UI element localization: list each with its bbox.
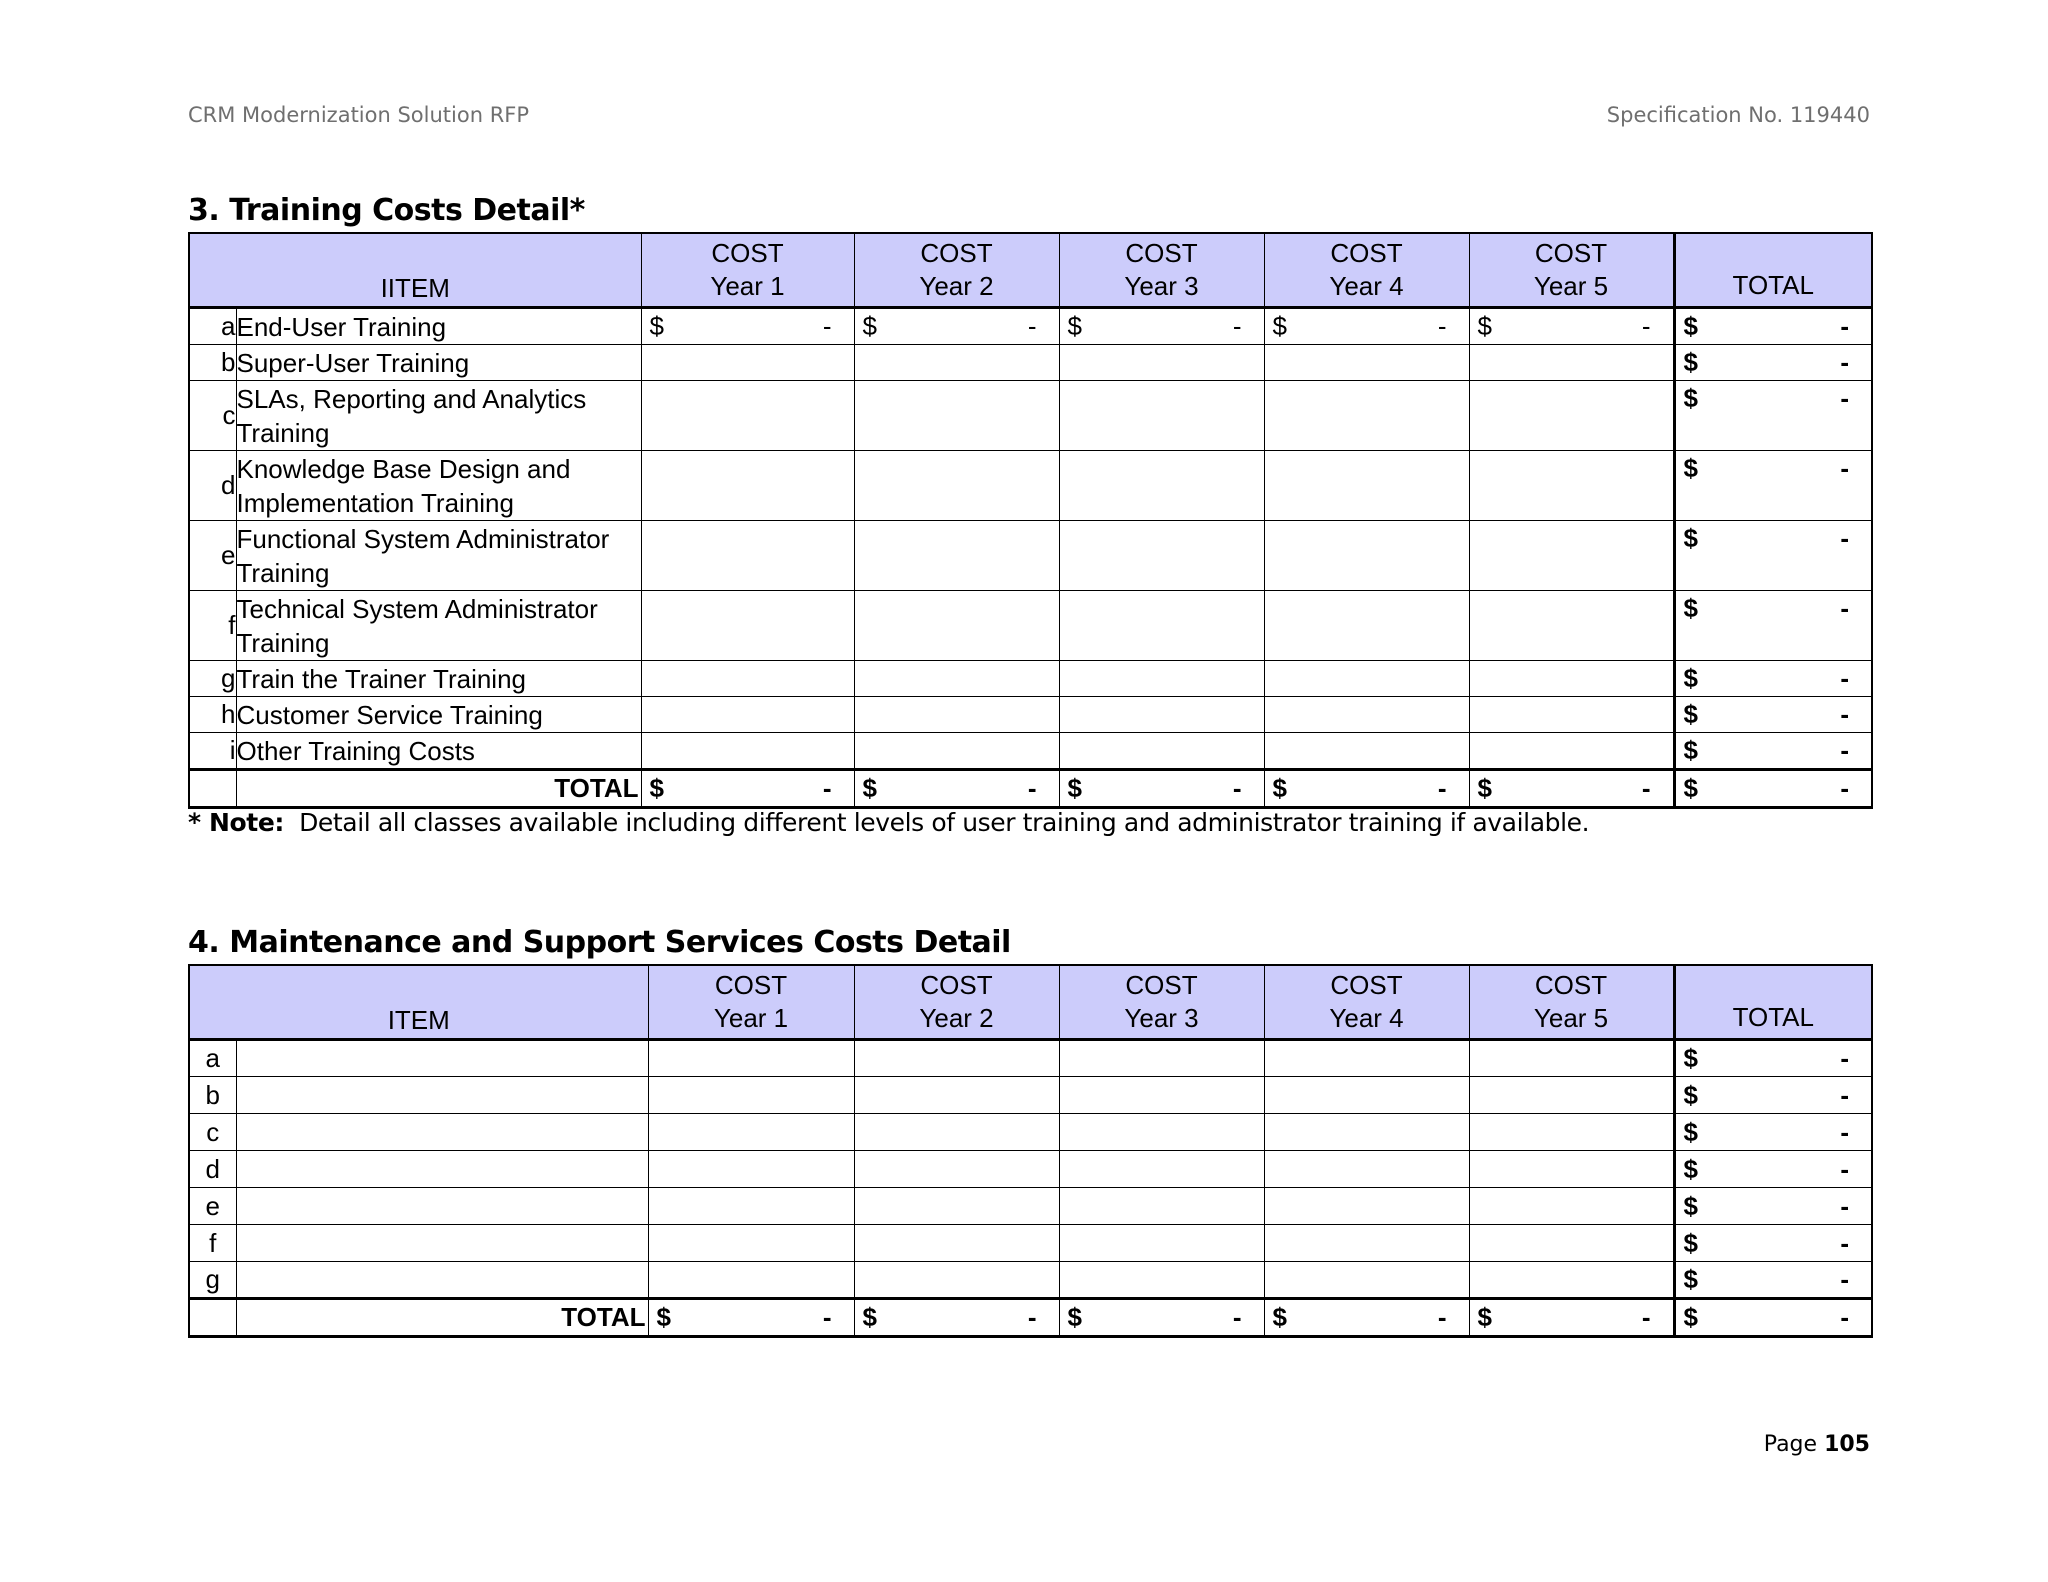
currency-symbol: $: [1272, 1302, 1287, 1332]
cost-cell-year-2[interactable]: [854, 697, 1059, 733]
page-number: [1764, 1432, 1870, 1457]
cost-label: COST: [920, 238, 993, 268]
amount-dash: -: [1840, 1190, 1850, 1221]
amount-dash: -: [1437, 1302, 1447, 1332]
currency-symbol: $: [649, 311, 664, 341]
currency-symbol: $: [1683, 663, 1698, 693]
cost-cell-year-5[interactable]: [1469, 1188, 1674, 1225]
table-total-row: [189, 770, 1872, 808]
table-row: [189, 1151, 1872, 1188]
cost-cell-year-4[interactable]: [1264, 733, 1469, 770]
row-item: SLAs, Reporting and Analytics Training: [236, 381, 641, 451]
row-letter: b: [189, 345, 236, 381]
amount-dash: -: [1840, 1079, 1850, 1110]
cost-cell-year-2[interactable]: [854, 1040, 1059, 1077]
row-letter: h: [189, 697, 236, 733]
amount-dash: -: [1641, 1302, 1651, 1332]
cost-cell-year-3[interactable]: [1059, 381, 1264, 451]
total-cell-year-5: [1469, 770, 1674, 808]
table-row: [189, 1040, 1872, 1077]
table-total-row: [189, 1299, 1872, 1337]
table-row: [189, 661, 1872, 697]
amount-dash: -: [1840, 593, 1849, 623]
cost-cell-year-5[interactable]: [1469, 733, 1674, 770]
cost-cell-year-5[interactable]: [1469, 308, 1674, 345]
amount-dash: -: [1840, 383, 1849, 413]
cost-cell-year-1[interactable]: [641, 661, 854, 697]
cost-cell-year-2[interactable]: [854, 733, 1059, 770]
cost-cell-year-2[interactable]: [854, 308, 1059, 345]
cost-cell-year-5[interactable]: [1469, 1077, 1674, 1114]
year-label: Year 2: [919, 1003, 994, 1033]
document-header-right: Specification No. 119440: [1606, 103, 1870, 127]
currency-symbol: $: [1067, 773, 1082, 803]
row-letter: i: [189, 733, 236, 770]
cost-cell-year-3[interactable]: [1059, 451, 1264, 521]
amount-dash: -: [1840, 347, 1849, 377]
cost-cell-year-2[interactable]: [854, 1151, 1059, 1188]
cost-label: COST: [1125, 238, 1198, 268]
row-item: Other Training Costs: [236, 733, 641, 770]
cost-cell-year-1[interactable]: [641, 308, 854, 345]
currency-symbol: $: [1683, 1153, 1698, 1184]
table-row: [189, 451, 1872, 521]
row-total-cell: [1674, 1151, 1872, 1188]
amount-dash: -: [1840, 1264, 1850, 1294]
cost-cell-year-5[interactable]: [1469, 1040, 1674, 1077]
cost-label: COST: [714, 970, 788, 1000]
row-total-cell: [1674, 521, 1872, 591]
cost-cell-year-5[interactable]: [1469, 1262, 1674, 1299]
row-total-cell: [1674, 1040, 1872, 1077]
amount-dash: -: [1840, 523, 1849, 553]
total-label: TOTAL: [236, 770, 641, 808]
row-item[interactable]: [236, 1114, 648, 1151]
cost-cell-year-3[interactable]: [1059, 1114, 1264, 1151]
cost-label: COST: [1330, 970, 1403, 1000]
note-text: Detail all classes available including different levels of user training and administrator training if available.: [299, 808, 1590, 837]
amount-dash: -: [1840, 1116, 1850, 1147]
year-label: Year 1: [713, 1003, 789, 1033]
year-2-column-header: [854, 965, 1059, 1040]
note-label: * Note:: [188, 808, 284, 837]
cost-cell-year-1[interactable]: [641, 521, 854, 591]
amount-dash: -: [1840, 311, 1849, 341]
year-3-column-header: [1059, 965, 1264, 1040]
table-header-row: [189, 965, 1872, 1040]
row-item[interactable]: [236, 1225, 648, 1262]
total-cell-year-3: [1059, 1299, 1264, 1337]
total-cell-year-2: [854, 770, 1059, 808]
cost-cell-year-1[interactable]: [641, 345, 854, 381]
row-letter: a: [189, 308, 236, 345]
cost-cell-year-5[interactable]: [1469, 661, 1674, 697]
table-row: [189, 308, 1872, 345]
row-total-cell: [1674, 308, 1872, 345]
amount-dash: -: [1232, 311, 1242, 341]
currency-symbol: $: [1683, 773, 1698, 803]
year-label: Year 4: [1329, 1003, 1404, 1033]
table-row: [189, 1114, 1872, 1151]
cost-cell-year-4[interactable]: [1264, 661, 1469, 697]
currency-symbol: $: [1683, 347, 1698, 377]
cost-cell-year-1[interactable]: [648, 1262, 854, 1299]
amount-dash: -: [1437, 311, 1447, 341]
row-total-cell: [1674, 697, 1872, 733]
cost-cell-year-4[interactable]: [1264, 345, 1469, 381]
cost-cell-year-3[interactable]: [1059, 1151, 1264, 1188]
row-item: Super-User Training: [236, 345, 641, 381]
year-3-column-header: [1059, 233, 1264, 308]
currency-symbol: $: [1683, 1043, 1698, 1073]
amount-dash: -: [1840, 1153, 1850, 1184]
training-costs-table: [188, 232, 1873, 809]
currency-symbol: $: [1272, 311, 1287, 341]
table-row: [189, 1077, 1872, 1114]
amount-dash: -: [822, 773, 832, 803]
cost-cell-year-4[interactable]: [1264, 1077, 1469, 1114]
cost-cell-year-4[interactable]: [1264, 697, 1469, 733]
cost-cell-year-4[interactable]: [1264, 308, 1469, 345]
row-item[interactable]: [236, 1077, 648, 1114]
table-row: [189, 345, 1872, 381]
amount-dash: -: [822, 311, 832, 341]
cost-cell-year-1[interactable]: [648, 1114, 854, 1151]
cost-cell-year-5[interactable]: [1469, 451, 1674, 521]
cost-cell-year-2[interactable]: [854, 451, 1059, 521]
cost-label: COST: [1330, 238, 1403, 268]
table-row: [189, 733, 1872, 770]
year-label: Year 5: [1533, 1003, 1609, 1033]
cost-cell-year-3[interactable]: [1059, 1040, 1264, 1077]
amount-dash: -: [1641, 311, 1651, 341]
total-cell-year-1: [648, 1299, 854, 1337]
row-total-cell: [1674, 345, 1872, 381]
amount-dash: -: [1840, 1227, 1850, 1258]
cost-label: COST: [711, 238, 784, 268]
currency-symbol: $: [1683, 1079, 1698, 1110]
cost-label: COST: [1534, 238, 1608, 268]
amount-dash: -: [1641, 773, 1651, 803]
currency-symbol: $: [1683, 311, 1698, 341]
cost-cell-year-5[interactable]: [1469, 1114, 1674, 1151]
currency-symbol: $: [1683, 735, 1698, 765]
amount-dash: -: [1840, 699, 1849, 729]
cost-label: COST: [1534, 970, 1608, 1000]
year-label: Year 5: [1533, 271, 1609, 301]
row-total-cell: [1674, 591, 1872, 661]
year-label: Year 3: [1124, 271, 1199, 301]
total-cell-year-1: [641, 770, 854, 808]
currency-symbol: $: [862, 773, 877, 803]
currency-symbol: $: [1683, 1264, 1698, 1294]
cost-cell-year-3[interactable]: [1059, 1262, 1264, 1299]
cost-cell-year-1[interactable]: [648, 1077, 854, 1114]
cost-cell-year-4[interactable]: [1264, 1151, 1469, 1188]
currency-symbol: $: [649, 773, 664, 803]
row-item[interactable]: [236, 1040, 648, 1077]
cost-cell-year-5[interactable]: [1469, 345, 1674, 381]
cost-cell-year-1[interactable]: [648, 1188, 854, 1225]
cost-cell-year-4[interactable]: [1264, 1225, 1469, 1262]
table-row: [189, 1225, 1872, 1262]
row-letter: d: [189, 451, 236, 521]
amount-dash: -: [1232, 1302, 1242, 1332]
cost-cell-year-4[interactable]: [1264, 381, 1469, 451]
cost-cell-year-1[interactable]: [641, 451, 854, 521]
document-header-left: CRM Modernization Solution RFP: [188, 103, 530, 127]
row-total-cell: [1674, 1114, 1872, 1151]
row-item: Train the Trainer Training: [236, 661, 641, 697]
total-cell-year-2: [854, 1299, 1059, 1337]
cost-cell-year-5[interactable]: [1469, 521, 1674, 591]
row-letter: e: [189, 521, 236, 591]
cost-cell-year-1[interactable]: [648, 1151, 854, 1188]
amount-dash: -: [1840, 1043, 1850, 1073]
row-item[interactable]: [236, 1262, 648, 1299]
total-row-spacer: [189, 770, 236, 808]
row-item[interactable]: [236, 1151, 648, 1188]
cost-cell-year-5[interactable]: [1469, 381, 1674, 451]
year-4-column-header: [1264, 965, 1469, 1040]
cost-cell-year-1[interactable]: [641, 591, 854, 661]
row-total-cell: [1674, 1188, 1872, 1225]
cost-cell-year-4[interactable]: [1264, 521, 1469, 591]
item-column-header: IITEM: [189, 233, 641, 308]
amount-dash: -: [1840, 453, 1849, 483]
amount-dash: -: [1840, 773, 1849, 803]
cost-cell-year-2[interactable]: [854, 1114, 1059, 1151]
cost-cell-year-2[interactable]: [854, 345, 1059, 381]
amount-dash: -: [1437, 773, 1447, 803]
cost-label: COST: [1125, 970, 1198, 1000]
table-row: [189, 1188, 1872, 1225]
table-row: [189, 381, 1872, 451]
cost-cell-year-3[interactable]: [1059, 521, 1264, 591]
year-5-column-header: [1469, 965, 1674, 1040]
amount-dash: -: [1840, 735, 1849, 765]
page-number-value: 105: [1824, 1432, 1870, 1457]
cost-cell-year-3[interactable]: [1059, 1188, 1264, 1225]
cost-cell-year-2[interactable]: [854, 1225, 1059, 1262]
cost-cell-year-3[interactable]: [1059, 1225, 1264, 1262]
currency-symbol: $: [1683, 1116, 1698, 1147]
currency-symbol: $: [1067, 311, 1082, 341]
year-label: Year 2: [919, 271, 994, 301]
currency-symbol: $: [1683, 1227, 1698, 1258]
year-label: Year 1: [710, 271, 785, 301]
cost-cell-year-5[interactable]: [1469, 591, 1674, 661]
cost-cell-year-5[interactable]: [1469, 1225, 1674, 1262]
cost-cell-year-2[interactable]: [854, 1188, 1059, 1225]
currency-symbol: $: [656, 1302, 671, 1332]
year-label: Year 3: [1124, 1003, 1199, 1033]
currency-symbol: $: [1683, 1302, 1698, 1332]
row-total-cell: [1674, 1225, 1872, 1262]
year-5-column-header: [1469, 233, 1674, 308]
currency-symbol: $: [1683, 383, 1698, 413]
currency-symbol: $: [1477, 1302, 1492, 1332]
total-column-header: TOTAL: [1674, 965, 1872, 1040]
cost-cell-year-4[interactable]: [1264, 451, 1469, 521]
maintenance-costs-table: [188, 964, 1873, 1338]
year-label: Year 4: [1329, 271, 1404, 301]
cost-cell-year-2[interactable]: [854, 1077, 1059, 1114]
cost-label: COST: [920, 970, 993, 1000]
cost-cell-year-4[interactable]: [1264, 1262, 1469, 1299]
row-total-cell: [1674, 451, 1872, 521]
row-total-cell: [1674, 661, 1872, 697]
row-total-cell: [1674, 1262, 1872, 1299]
row-total-cell: [1674, 733, 1872, 770]
cost-cell-year-3[interactable]: [1059, 308, 1264, 345]
row-letter: g: [189, 1262, 236, 1299]
cost-cell-year-2[interactable]: [854, 661, 1059, 697]
currency-symbol: $: [1272, 773, 1287, 803]
row-letter: c: [189, 381, 236, 451]
row-letter: f: [189, 591, 236, 661]
item-column-header: ITEM: [189, 965, 648, 1040]
total-cell-year-4: [1264, 1299, 1469, 1337]
cost-cell-year-2[interactable]: [854, 591, 1059, 661]
table-row: [189, 591, 1872, 661]
currency-symbol: $: [1683, 1190, 1698, 1221]
total-label: TOTAL: [236, 1299, 648, 1337]
row-letter: g: [189, 661, 236, 697]
cost-cell-year-4[interactable]: [1264, 1040, 1469, 1077]
total-column-header: TOTAL: [1674, 233, 1872, 308]
currency-symbol: $: [862, 1302, 877, 1332]
cost-cell-year-1[interactable]: [641, 697, 854, 733]
cost-cell-year-4[interactable]: [1264, 591, 1469, 661]
cost-cell-year-3[interactable]: [1059, 661, 1264, 697]
currency-symbol: $: [1683, 593, 1698, 623]
total-cell-year-5: [1469, 1299, 1674, 1337]
table-row: [189, 1262, 1872, 1299]
row-letter: b: [189, 1077, 236, 1114]
currency-symbol: $: [1683, 523, 1698, 553]
cost-cell-year-1[interactable]: [641, 381, 854, 451]
cost-cell-year-2[interactable]: [854, 381, 1059, 451]
table-row: [189, 521, 1872, 591]
cost-cell-year-3[interactable]: [1059, 733, 1264, 770]
total-cell-year-4: [1264, 770, 1469, 808]
currency-symbol: $: [1067, 1302, 1082, 1332]
grand-total-cell: [1674, 1299, 1872, 1337]
training-note: [188, 808, 1589, 837]
row-letter: f: [189, 1225, 236, 1262]
currency-symbol: $: [862, 311, 877, 341]
amount-dash: -: [1027, 773, 1037, 803]
currency-symbol: $: [1683, 699, 1698, 729]
table-header-row: [189, 233, 1872, 308]
page-label: Page: [1763, 1432, 1818, 1457]
cost-cell-year-5[interactable]: [1469, 697, 1674, 733]
amount-dash: -: [1840, 663, 1849, 693]
row-item[interactable]: [236, 1188, 648, 1225]
row-item: Knowledge Base Design and Implementation Training: [236, 451, 641, 521]
row-letter: a: [189, 1040, 236, 1077]
amount-dash: -: [1027, 311, 1037, 341]
row-letter: d: [189, 1151, 236, 1188]
row-item: Technical System Administrator Training: [236, 591, 641, 661]
row-item: Customer Service Training: [236, 697, 641, 733]
cost-cell-year-2[interactable]: [854, 521, 1059, 591]
row-letter: c: [189, 1114, 236, 1151]
cost-cell-year-1[interactable]: [641, 733, 854, 770]
total-cell-year-3: [1059, 770, 1264, 808]
year-4-column-header: [1264, 233, 1469, 308]
row-letter: e: [189, 1188, 236, 1225]
amount-dash: -: [1027, 1302, 1037, 1332]
currency-symbol: $: [1477, 773, 1492, 803]
total-row-spacer: [189, 1299, 236, 1337]
cost-cell-year-2[interactable]: [854, 1262, 1059, 1299]
year-1-column-header: [648, 965, 854, 1040]
amount-dash: -: [822, 1302, 832, 1332]
table-row: [189, 697, 1872, 733]
grand-total-cell: [1674, 770, 1872, 808]
cost-cell-year-3[interactable]: [1059, 1077, 1264, 1114]
cost-cell-year-3[interactable]: [1059, 345, 1264, 381]
cost-cell-year-1[interactable]: [648, 1040, 854, 1077]
currency-symbol: $: [1477, 311, 1492, 341]
cost-cell-year-1[interactable]: [648, 1225, 854, 1262]
cost-cell-year-5[interactable]: [1469, 1151, 1674, 1188]
cost-cell-year-3[interactable]: [1059, 591, 1264, 661]
cost-cell-year-3[interactable]: [1059, 697, 1264, 733]
year-2-column-header: [854, 233, 1059, 308]
row-item: End-User Training: [236, 308, 641, 345]
maintenance-section-title: 4. Maintenance and Support Services Costs Detail: [188, 925, 1011, 960]
amount-dash: -: [1232, 773, 1242, 803]
training-section-title: 3. Training Costs Detail*: [188, 193, 585, 228]
currency-symbol: $: [1683, 453, 1698, 483]
row-item: Functional System Administrator Training: [236, 521, 641, 591]
amount-dash: -: [1840, 1302, 1850, 1332]
row-total-cell: [1674, 381, 1872, 451]
cost-cell-year-4[interactable]: [1264, 1188, 1469, 1225]
year-1-column-header: [641, 233, 854, 308]
row-total-cell: [1674, 1077, 1872, 1114]
cost-cell-year-4[interactable]: [1264, 1114, 1469, 1151]
